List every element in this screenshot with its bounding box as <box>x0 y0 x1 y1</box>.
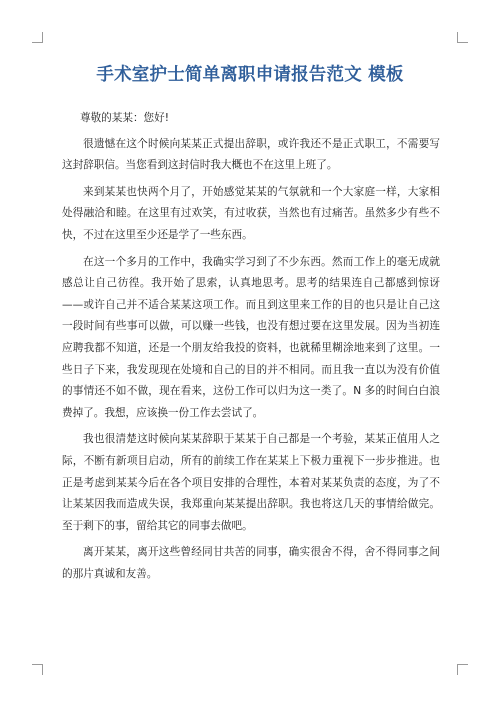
crop-mark-bottom-left <box>32 664 43 675</box>
paragraph-4: 我也很清楚这时候向某某辞职于某某于自己都是一个考验，某某正值用人之际，不断有新项目启动，所有的前续工作在某某上下极力重视下一步步推进。也正是考虑到某某今后在各个项目安排的合理性，本着对某某负责的态度，为了不让某某因我而造成失误，我郑重向某某提出辞职。我也将这几天的事情给做完。至于剩下的事，留给其它的同事去做吧。 <box>62 433 440 532</box>
paragraph-3: 在这一个多月的工作中，我确实学习到了不少东西。然而工作上的毫无成就感总让自己彷徨。我开始了思索，认真地思考。思考的结果连自己都感到惊讶——或许自己并不适合某某这项工作。而且到这里来工作的目的也只是让自己这一段时间有些事可以做，可以赚一些钱，也没有想过要在这里发展。因为当初连应聘我都不知道，还是一个朋友给我投的资料，也就稀里糊涂地来到了这里。一些日子下来，我发现现在处境和自己的目的并不相同。而且我一直以为没有价值的事情还不如不做，现在看来，这份工作可以归为这一类了。N 多的时间白白浪费掉了。我想，应该换一份工作去尝试了。 <box>62 255 440 419</box>
paragraph-1: 很遗憾在这个时候向某某正式提出辞职，或许我还不是正式职工，不需要写这封辞职信。当您看到这封信时我大概也不在这里上班了。 <box>62 137 440 172</box>
paragraph-5: 离开某某，离开这些曾经同甘共苦的同事，确实很舍不得，舍不得同事之间的那片真诚和友善。 <box>62 546 440 580</box>
crop-mark-bottom-right <box>457 664 468 675</box>
salutation: 尊敬的某某：您好! <box>80 112 169 124</box>
document-title: 手术室护士简单离职申请报告范文 模板 <box>96 65 404 85</box>
paragraph-2: 来到某某也快两个月了，开始感觉某某的气氛就和一个大家庭一样，大家相处得融洽和睦。在这里有过欢笑，有过收获，当然也有过痛苦。虽然多少有些不快，不过在这里至少还是学了一些东西。 <box>62 185 440 241</box>
document-body <box>62 108 440 590</box>
crop-mark-top-right <box>457 32 468 43</box>
crop-mark-top-left <box>32 32 43 43</box>
